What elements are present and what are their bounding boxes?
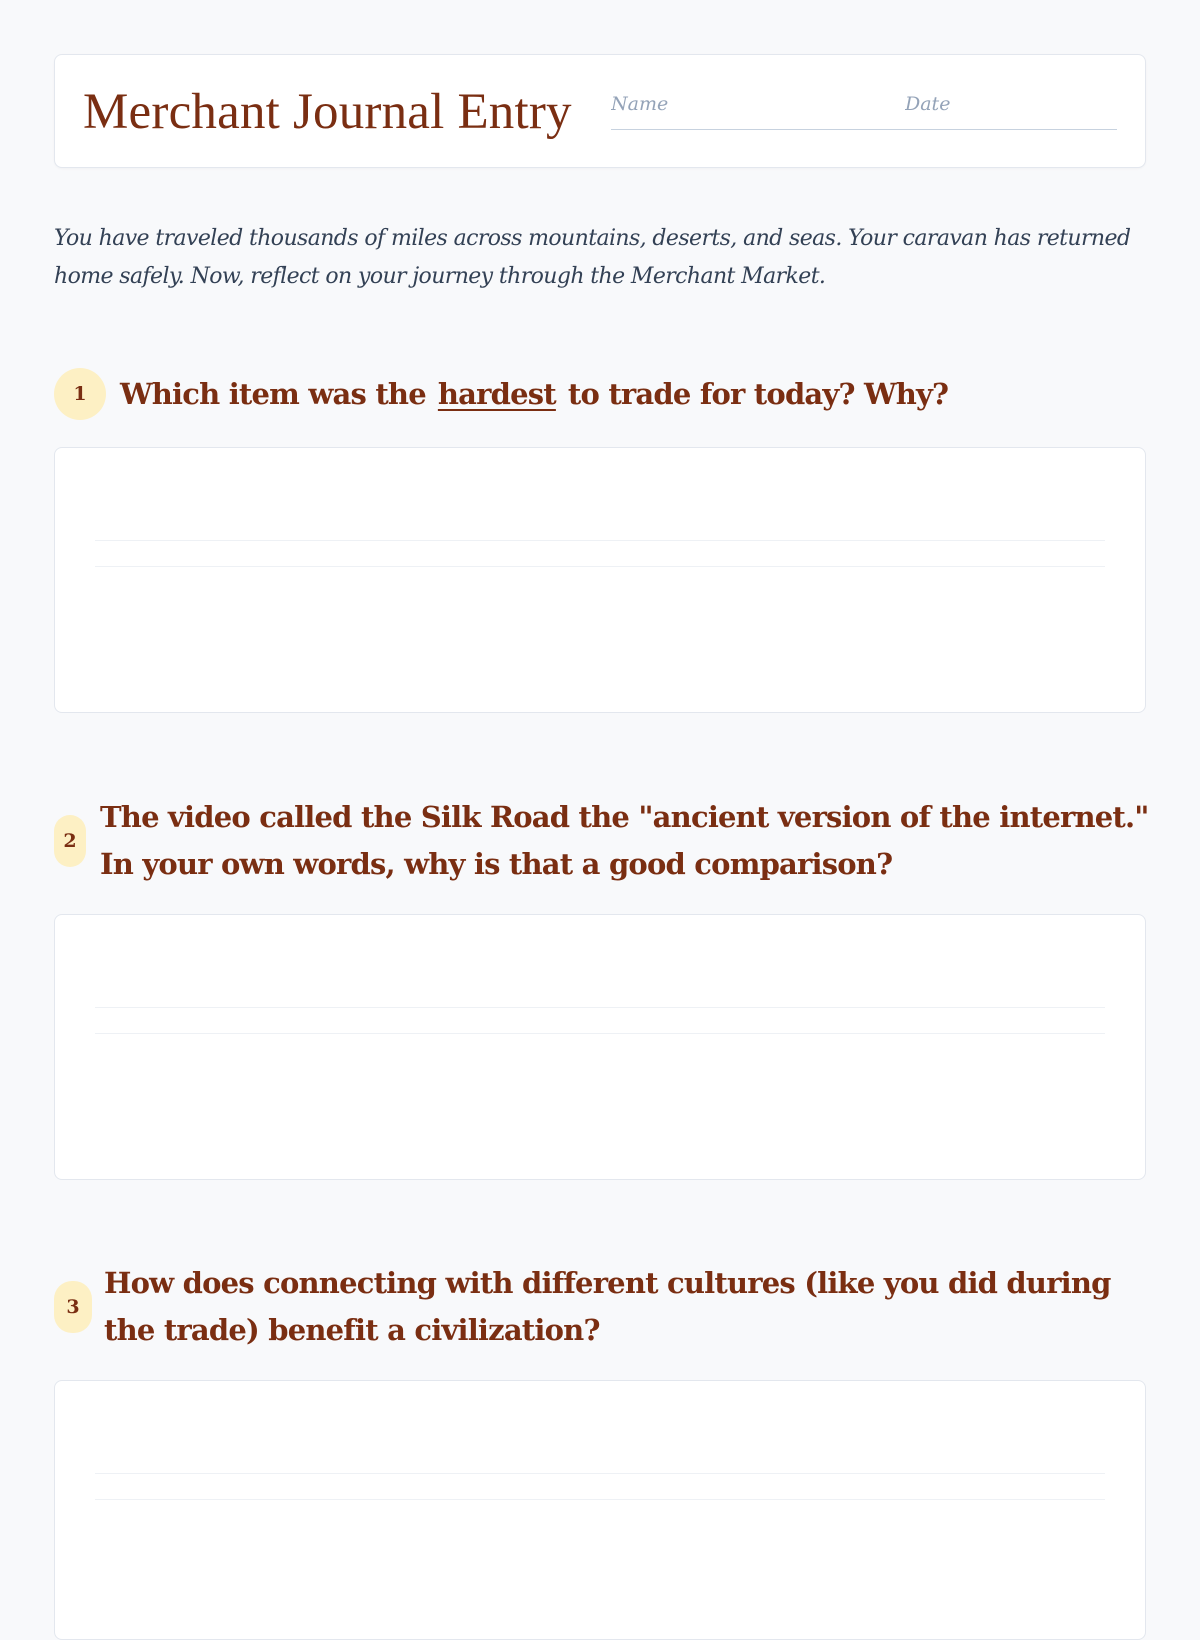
- intro-text: You have traveled thousands of miles across mountains, deserts, and seas. Your caravan has returned home safely. Now, reflect on your journey through the Merchant Market.: [54, 226, 1131, 289]
- page-title: Merchant Journal Entry: [83, 84, 572, 140]
- answer-box-2: [54, 914, 1146, 1180]
- question-1-text-start: Which item was the: [120, 376, 426, 411]
- date-field: [905, 83, 1117, 130]
- answer-box-1: [54, 447, 1146, 713]
- question-1-emphasis: hardest: [437, 376, 556, 411]
- name-input[interactable]: [611, 83, 933, 115]
- answer-2-input[interactable]: [55, 915, 1145, 1179]
- question-number-badge: 2: [54, 815, 86, 867]
- question-1-text-end: to trade for today? Why?: [567, 376, 949, 411]
- name-field: [611, 83, 933, 130]
- question-1: [54, 366, 1154, 422]
- date-input[interactable]: [905, 83, 1117, 115]
- question-2-text: The video called the Silk Road the "ancient version of the internet." In your own words, why is that a good comparison?: [100, 800, 1149, 881]
- answer-3-input[interactable]: [55, 1381, 1145, 1639]
- question-2: [54, 794, 1154, 888]
- question-number-badge: 3: [54, 1281, 92, 1333]
- question-1-text: [120, 371, 948, 418]
- question-3: [54, 1260, 1154, 1354]
- question-number-badge: 1: [54, 368, 106, 420]
- answer-1-input[interactable]: [55, 448, 1145, 712]
- answer-box-3: [54, 1380, 1146, 1640]
- header-card: [54, 54, 1146, 168]
- question-3-text: How does connecting with different cultures (like you did during the trade) benefit a civilization?: [104, 1266, 1111, 1347]
